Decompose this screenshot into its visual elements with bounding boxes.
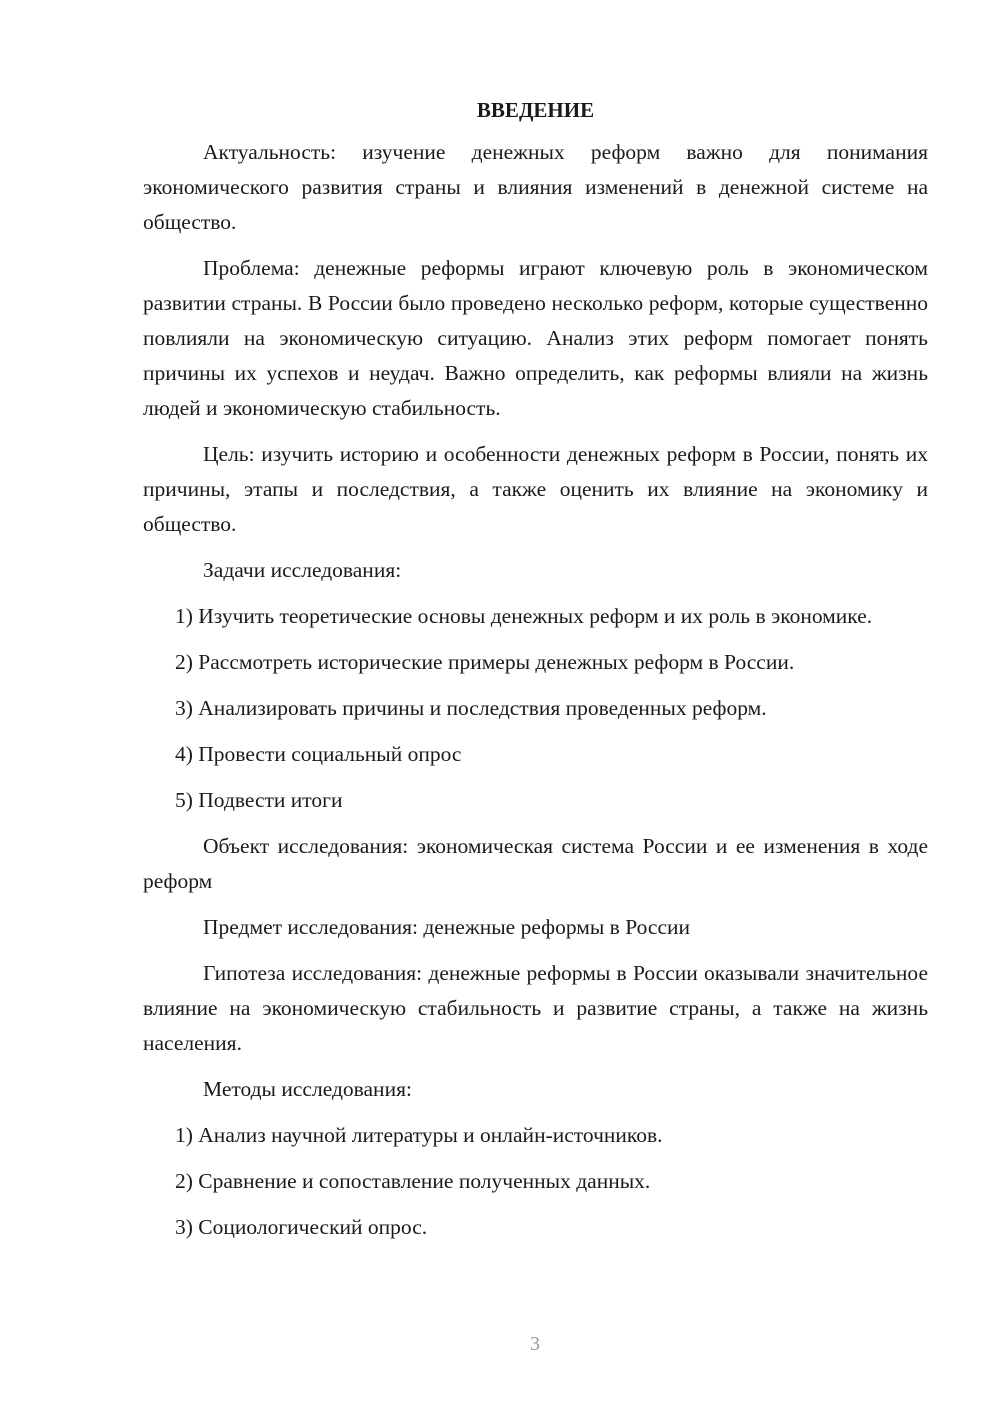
paragraph-relevance: Актуальность: изучение денежных реформ важно для понимания экономического развития страны и влияния изменений в денежной системе на общество. [143,140,928,234]
task-item-4: 4) Провести социальный опрос [175,742,462,766]
methods-heading: Методы исследования: [203,1077,412,1101]
task-item-3: 3) Анализировать причины и последствия проведенных реформ. [175,696,767,720]
page-number: 3 [530,1333,540,1355]
paragraph-goal: Цель: изучить историю и особенности денежных реформ в России, понять их причины, этапы и последствия, а также оценить их влияние на экономику и общество. [143,442,928,536]
task-item-1: 1) Изучить теоретические основы денежных реформ и их роль в экономике. [175,604,873,628]
task-item-2: 2) Рассмотреть исторические примеры денежных реформ в России. [175,650,795,674]
method-item-1: 1) Анализ научной литературы и онлайн-источников. [175,1123,663,1147]
tasks-heading: Задачи исследования: [203,558,402,582]
task-item-5: 5) Подвести итоги [175,788,343,812]
paragraph-problem: Проблема: денежные реформы играют ключевую роль в экономическом развитии страны. В России было проведено несколько реформ, которые существенно повлияли на экономическую ситуацию. Анализ этих реформ помогает понять причины их успехов и неудач. Важно определить, как реформы влияли на жизнь людей и экономическую стабильность. [143,256,928,420]
paragraph-object: Объект исследования: экономическая система России и ее изменения в ходе реформ [143,834,928,893]
paragraph-hypothesis: Гипотеза исследования: денежные реформы в России оказывали значительное влияние на экономическую стабильность и развитие страны, а также на жизнь населения. [143,961,928,1055]
method-item-2: 2) Сравнение и сопоставление полученных данных. [175,1169,651,1193]
document-page [143,95,928,1256]
document-title: ВВЕДЕНИЕ [476,98,595,122]
paragraph-subject: Предмет исследования: денежные реформы в России [203,915,690,939]
method-item-3: 3) Социологический опрос. [175,1215,428,1239]
